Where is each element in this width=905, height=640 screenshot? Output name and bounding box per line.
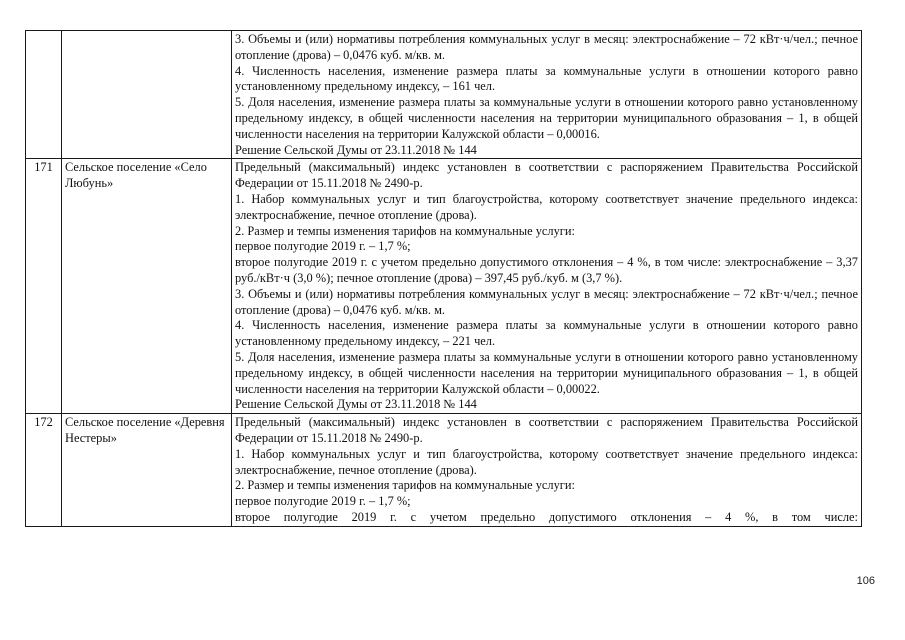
row-paragraph: первое полугодие 2019 г. – 1,7 %; (235, 494, 411, 509)
row-paragraph: 5. Доля населения, изменение размера платы за коммунальные услуги в отношении которого равно установленному предельному индексу, в общей численности населения на территории муниципального образования – 1, в общей численности населения на территории Калужской области – 0,00016. (235, 95, 858, 141)
row-paragraph: первое полугодие 2019 г. – 1,7 %; (235, 239, 411, 254)
row-paragraph: 4. Численность населения, изменение размера платы за коммунальные услуги в отношении которого равно установленному предельному индексу, – 161 чел. (235, 63, 858, 94)
row-number: 172 (26, 414, 62, 527)
row-paragraph: 4. Численность населения, изменение размера платы за коммунальные услуги в отношении которого равно установленному предельному индексу, – 221 чел. (235, 318, 858, 349)
municipality-name: Сельское поселение «Деревня Нестеры» (62, 414, 232, 527)
row-number: 171 (26, 159, 62, 414)
row-paragraph: Решение Сельской Думы от 23.11.2018 № 144 (235, 142, 477, 157)
utility-index-table (25, 30, 862, 527)
row-paragraph: 3. Объемы и (или) нормативы потребления коммунальных услуг в месяц: электроснабжение – 72 кВт·ч/чел.; печное отопление (дрова) – 0,0476 куб. м/кв. м. (235, 32, 858, 62)
row-text-cell (232, 31, 862, 159)
row-paragraph: Предельный (максимальный) индекс установлен в соответствии с распоряжением Правительства Российской Федерации от 15.11.2018 № 2490-р. (235, 160, 858, 191)
row-text-cell (232, 414, 862, 527)
row-paragraph: 1. Набор коммунальных услуг и тип благоустройства, которому соответствует значение предельного индекса: электроснабжение, печное отопление (дрова). (235, 191, 858, 222)
municipality-name: Сельское поселение «Село Любунь» (62, 159, 232, 414)
row-paragraph: второе полугодие 2019 г. с учетом предельно допустимого отклонения – 4 %, в том числе: электроснабжение – 3,37 руб./кВт·ч (3,0 %); печное отопление (дрова) – 397,45 руб./куб. м (3,7 %). (235, 255, 858, 285)
table-row (26, 414, 862, 527)
row-paragraph: Предельный (максимальный) индекс установлен в соответствии с распоряжением Правительства Российской Федерации от 15.11.2018 № 2490-р. (235, 415, 858, 445)
row-paragraph: 1. Набор коммунальных услуг и тип благоустройства, которому соответствует значение предельного индекса: электроснабжение, печное отопление (дрова). (235, 446, 858, 477)
table-row (26, 159, 862, 414)
row-paragraph: 5. Доля населения, изменение размера платы за коммунальные услуги в отношении которого равно установленному предельному индексу, в общей численности населения на территории муниципального образования – 1, в общей численности населения на территории Калужской области – 0,00022. (235, 349, 858, 396)
table-row (26, 31, 862, 159)
municipality-name (62, 31, 232, 159)
row-text-cell (232, 159, 862, 414)
page-number: 106 (856, 575, 875, 587)
row-paragraph: 2. Размер и темпы изменения тарифов на коммунальные услуги: (235, 478, 575, 493)
row-number (26, 31, 62, 159)
row-paragraph: Решение Сельской Думы от 23.11.2018 № 144 (235, 397, 477, 412)
row-paragraph: 2. Размер и темпы изменения тарифов на коммунальные услуги: (235, 223, 575, 238)
row-paragraph: второе полугодие 2019 г. с учетом предельно допустимого отклонения – 4 %, в том числе: (235, 509, 858, 524)
row-paragraph: 3. Объемы и (или) нормативы потребления коммунальных услуг в месяц: электроснабжение – 72 кВт·ч/чел.; печное отопление (дрова) – 0,0476 куб. м/кв. м. (235, 286, 858, 317)
